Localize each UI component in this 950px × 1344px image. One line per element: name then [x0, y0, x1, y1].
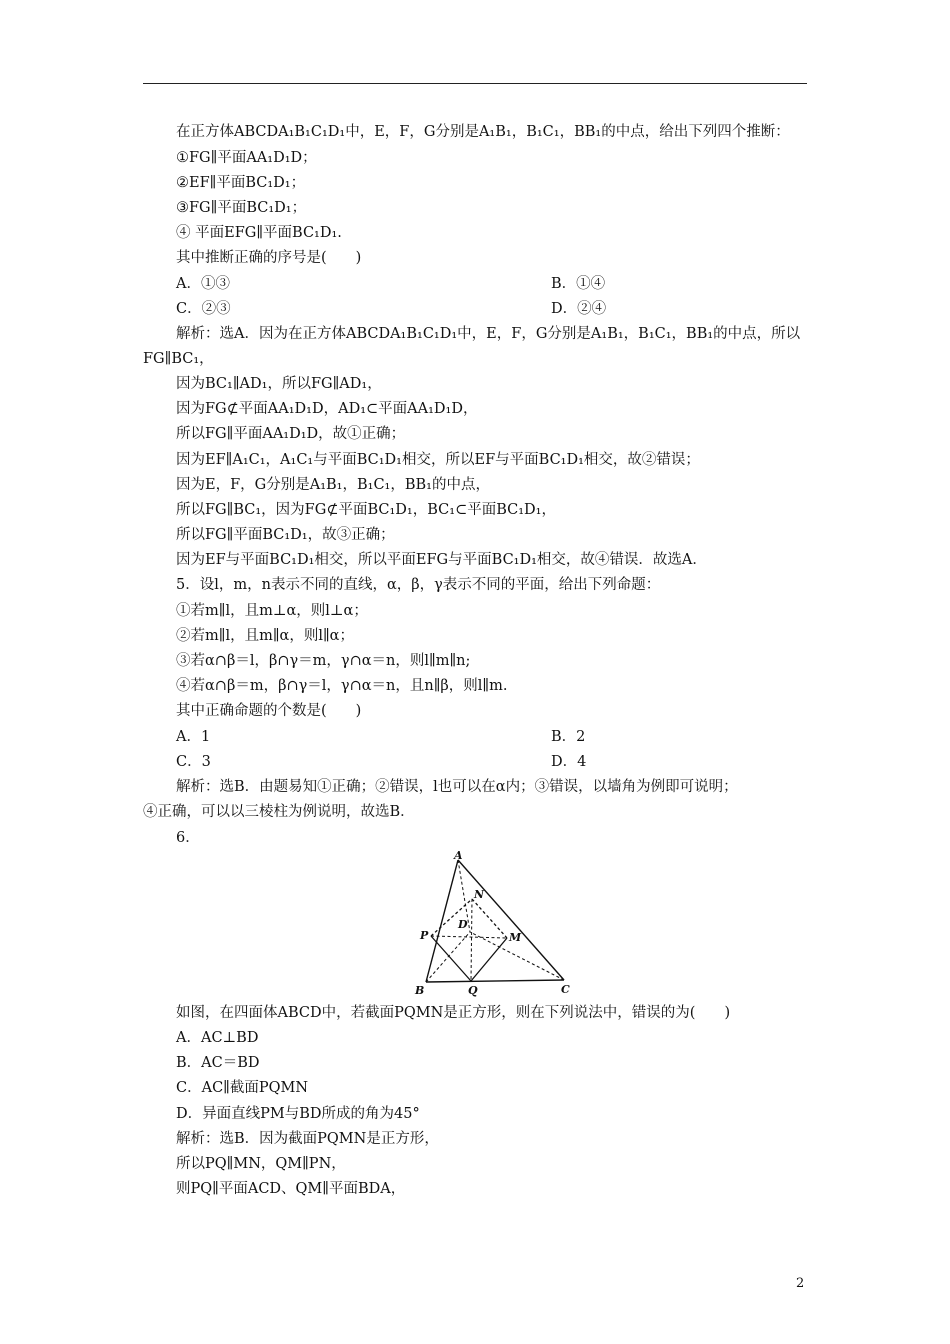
q5-item-1: ①若m∥l，且m⊥α，则l⊥α；	[176, 603, 368, 619]
q6-stem: 如图，在四面体ABCD中，若截面PQMN是正方形，则在下列说法中，错误的为( )	[176, 1005, 731, 1021]
q4-analysis-10: 因为EF与平面BC₁D₁相交，所以平面EFG与平面BC₁D₁相交，故④错误．故选A．	[176, 552, 707, 568]
label-a: A	[454, 849, 463, 862]
q6-option-a: A．AC⊥BD	[176, 1030, 259, 1046]
q4-analysis-3: 因为BC₁∥AD₁，所以FG∥AD₁，	[176, 376, 382, 392]
q4-analysis-9: 所以FG∥平面BC₁D₁，故③正确；	[176, 527, 395, 543]
q5-analysis-2: ④正确，可以以三棱柱为例说明，故选B．	[143, 804, 415, 820]
q4-ask: 其中推断正确的序号是( )	[176, 250, 362, 266]
q4-item-3: ③FG∥平面BC₁D₁；	[176, 200, 307, 216]
q4-item-1: ①FG∥平面AA₁D₁D；	[176, 150, 317, 166]
q4-analysis-2: FG∥BC₁，	[143, 351, 214, 367]
q6-option-b: B．AC＝BD	[176, 1055, 260, 1071]
q4-stem: 在正方体ABCDA₁B₁C₁D₁中，E，F，G分别是A₁B₁，B₁C₁，BB₁的中点，给出下列四个推断：	[176, 124, 790, 140]
q6-analysis-3: 则PQ∥平面ACD、QM∥平面BDA，	[176, 1181, 406, 1197]
q5-ask: 其中正确命题的个数是( )	[176, 703, 362, 719]
q5-item-4: ④若α∩β＝m，β∩γ＝l，γ∩α＝n，且n∥β，则l∥m.	[176, 678, 508, 694]
q5-item-2: ②若m∥l，且m∥α，则l∥α；	[176, 628, 354, 644]
q4-analysis-5: 所以FG∥平面AA₁D₁D，故①正确；	[176, 426, 406, 442]
q6-number: 6．	[176, 830, 200, 846]
q5-option-c: C．3	[176, 754, 211, 770]
label-d: D	[458, 918, 468, 931]
q4-analysis-4: 因为FG⊄平面AA₁D₁D，AD₁⊂平面AA₁D₁D，	[176, 401, 478, 417]
q6-option-d: D．异面直线PM与BD所成的角为45°	[176, 1106, 420, 1122]
q4-option-b: B．①④	[551, 276, 606, 292]
q5-option-a: A．1	[176, 729, 211, 745]
label-c: C	[561, 983, 570, 996]
q4-item-2: ②EF∥平面BC₁D₁；	[176, 175, 306, 191]
q5-option-b: B．2	[551, 729, 586, 745]
label-q: Q	[468, 984, 478, 997]
label-p: P	[420, 929, 429, 942]
q6-analysis-2: 所以PQ∥MN，QM∥PN，	[176, 1156, 346, 1172]
page-number: 2	[796, 1276, 805, 1291]
label-n: N	[474, 888, 485, 901]
q4-option-a: A．①③	[176, 276, 230, 292]
q4-analysis-8: 所以FG∥BC₁，因为FG⊄平面BC₁D₁，BC₁⊂平面BC₁D₁，	[176, 502, 556, 518]
q4-option-c: C．②③	[176, 301, 231, 317]
label-b: B	[415, 984, 425, 997]
q6-option-c: C．AC∥截面PQMN	[176, 1080, 309, 1096]
q4-item-4: ④ 平面EFG∥平面BC₁D₁.	[176, 225, 342, 241]
q4-analysis-6: 因为EF∥A₁C₁，A₁C₁与平面BC₁D₁相交，所以EF与平面BC₁D₁相交，故②错误；	[176, 452, 700, 468]
q4-option-d: D．②④	[551, 301, 607, 317]
q4-analysis-7: 因为E，F，G分别是A₁B₁，B₁C₁，BB₁的中点，	[176, 477, 490, 493]
q4-analysis-1: 解析：选A．因为在正方体ABCDA₁B₁C₁D₁中，E，F，G分别是A₁B₁，B₁C₁，BB₁的中点，所以	[176, 326, 801, 342]
label-m: M	[509, 931, 522, 944]
q5-item-3: ③若α∩β＝l，β∩γ＝m，γ∩α＝n，则l∥m∥n;	[176, 653, 471, 669]
q5-option-d: D．4	[551, 754, 587, 770]
tetrahedron-figure	[414, 848, 580, 1000]
q5-analysis-1: 解析：选B．由题易知①正确；②错误，l也可以在α内；③错误，以墙角为例即可说明；	[176, 779, 738, 795]
q6-analysis-1: 解析：选B．因为截面PQMN是正方形，	[176, 1131, 439, 1147]
q5-stem: 5．设l，m，n表示不同的直线，α，β，γ表示不同的平面，给出下列命题：	[176, 577, 661, 593]
header-rule	[143, 83, 807, 84]
